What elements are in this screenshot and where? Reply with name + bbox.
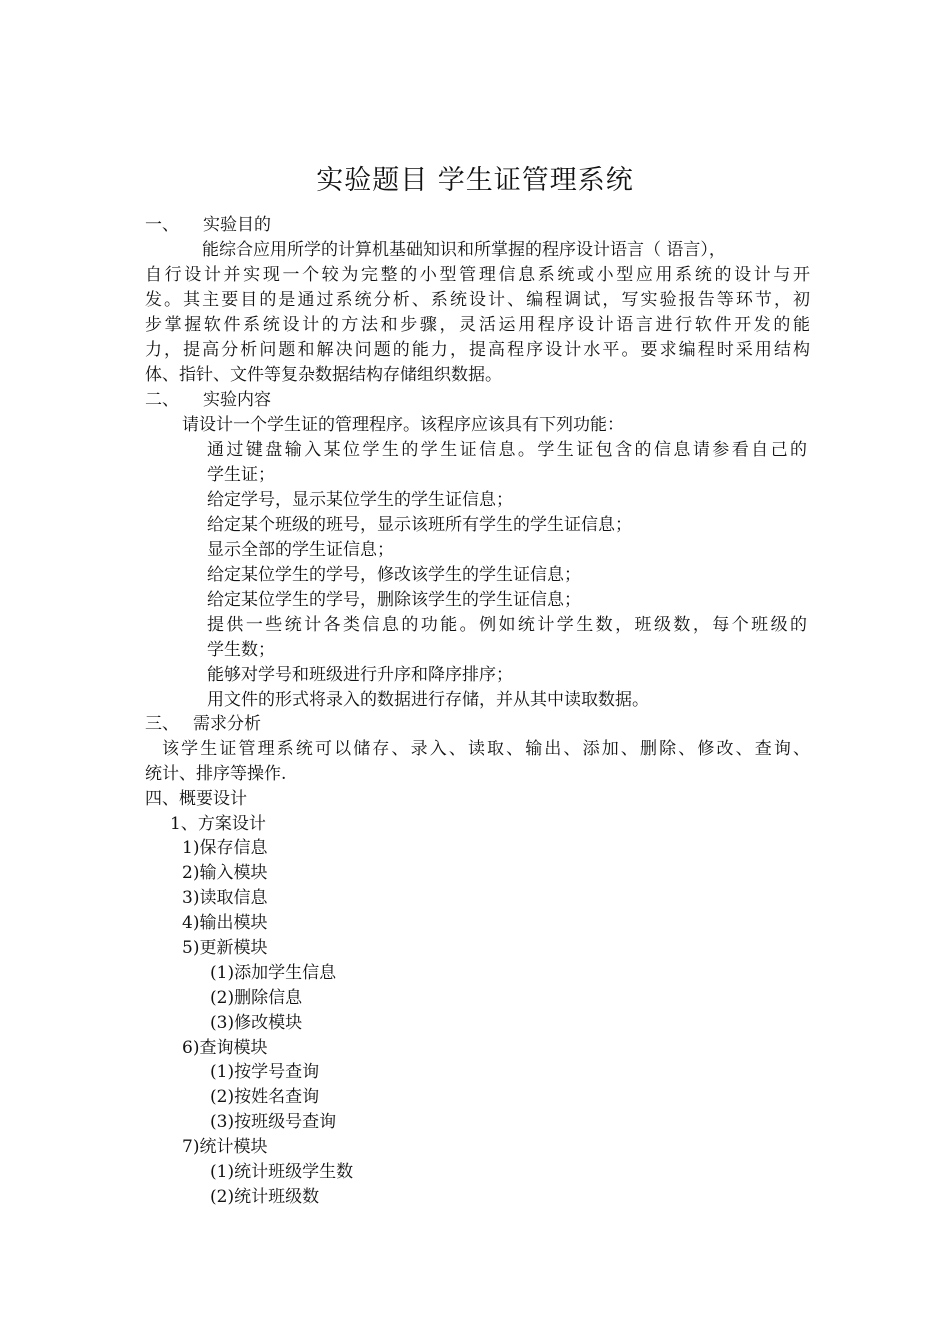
outline-item: 2)输入模块 (182, 863, 268, 883)
list-item: 给定学号，显示某位学生的学生证信息； (207, 490, 513, 510)
outline-subitem: (2)统计班级数 (210, 1187, 320, 1207)
section-2-title: 实验内容 (203, 390, 271, 410)
paragraph-line: 能综合应用所学的计算机基础知识和所掌握的程序设计语言（ 语言）， (202, 240, 726, 260)
paragraph-line: 统计、排序等操作. (145, 764, 287, 784)
section-2-number: 二、 (145, 390, 179, 410)
outline-item: 5)更新模块 (182, 938, 268, 958)
outline-subitem: (1)添加学生信息 (210, 963, 337, 983)
section-1-heading (145, 213, 271, 237)
outline-subitem: (3)按班级号查询 (210, 1112, 337, 1132)
list-item: 显示全部的学生证信息； (207, 540, 394, 560)
outline-subitem: (3)修改模块 (210, 1013, 303, 1033)
section-2-intro: 请设计一个学生证的管理程序。该程序应该具有下列功能： (182, 415, 624, 435)
list-item: 能够对学号和班级进行升序和降序排序； (207, 665, 513, 685)
section-2-heading (145, 388, 271, 412)
outline-subitem: (1)统计班级学生数 (210, 1162, 354, 1182)
outline-item: 3)读取信息 (182, 888, 268, 908)
paragraph-line: 步掌握软件系统设计的方法和步骤，灵活运用程序设计语言进行软件开发的能 (145, 315, 810, 335)
section-3-heading (145, 712, 261, 736)
outline-subitem: (2)按姓名查询 (210, 1087, 320, 1107)
outline-subitem: (1)按学号查询 (210, 1062, 320, 1082)
paragraph-line: 力，提高分析问题和解决问题的能力，提高程序设计水平。要求编程时采用结构 (145, 340, 810, 360)
list-item: 提供一些统计各类信息的功能。例如统计学生数，班级数，每个班级的 (207, 615, 807, 635)
outline-subitem: (2)删除信息 (210, 988, 303, 1008)
paragraph-line: 体、指针、文件等复杂数据结构存储组织数据。 (145, 365, 502, 385)
paragraph-line: 该学生证管理系统可以储存、录入、读取、输出、添加、删除、修改、查询、 (162, 739, 810, 759)
outline-item: 7)统计模块 (182, 1137, 268, 1157)
section-1-title: 实验目的 (203, 215, 271, 235)
list-item: 学生数； (207, 640, 275, 660)
section-3-number: 三、 (145, 714, 179, 734)
list-item: 给定某位学生的学号，删除该学生的学生证信息； (207, 590, 581, 610)
outline-item: 4)输出模块 (182, 913, 268, 933)
outline-item: 1)保存信息 (182, 838, 268, 858)
list-item: 通过键盘输入某位学生的学生证信息。学生证包含的信息请参看自己的 (207, 440, 807, 460)
section-4-heading: 四、概要设计 (145, 789, 247, 809)
section-3-title: 需求分析 (193, 714, 261, 734)
list-item: 用文件的形式将录入的数据进行存储，并从其中读取数据。 (207, 690, 649, 710)
list-item: 学生证； (207, 465, 275, 485)
section-4-subheading: 1、方案设计 (170, 814, 266, 834)
list-item: 给定某个班级的班号，显示该班所有学生的学生证信息； (207, 515, 632, 535)
list-item: 给定某位学生的学号，修改该学生的学生证信息； (207, 565, 581, 585)
document-title: 实验题目 学生证管理系统 (316, 165, 634, 196)
section-1-number: 一、 (145, 215, 179, 235)
outline-item: 6)查询模块 (182, 1038, 268, 1058)
paragraph-line: 发。其主要目的是通过系统分析、系统设计、编程调试，写实验报告等环节，初 (145, 290, 810, 310)
paragraph-line: 自行设计并实现一个较为完整的小型管理信息系统或小型应用系统的设计与开 (145, 265, 810, 285)
